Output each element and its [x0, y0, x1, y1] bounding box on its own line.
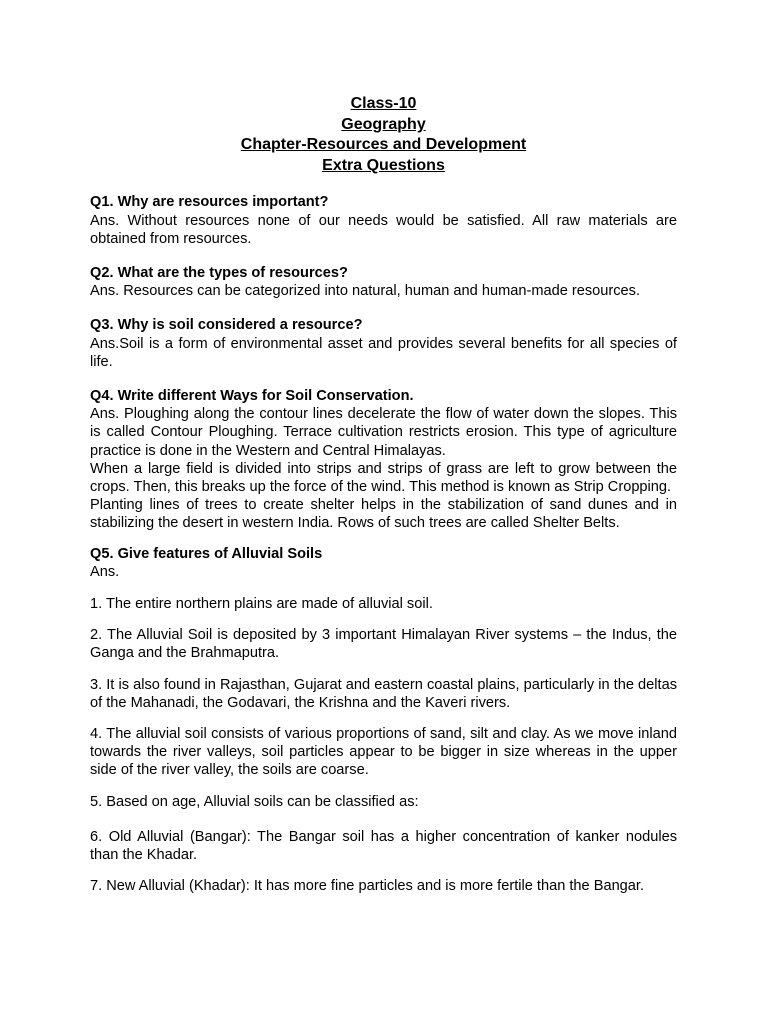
- question-block-1: [90, 193, 677, 248]
- question-text: Q4. Write different Ways for Soil Conservation.: [90, 388, 414, 404]
- question-block-3: [90, 316, 677, 371]
- type-heading: Extra Questions: [322, 156, 445, 174]
- document-page: [90, 94, 677, 908]
- subject-heading: Geography: [341, 115, 426, 133]
- answer-paragraph: When a large field is divided into strips and strips of grass are left to grow between the crops. Then, this breaks up the force of the wind. This method is known as Strip Cropping.: [90, 460, 677, 496]
- class-heading: Class-10: [350, 95, 417, 112]
- question-block-5: [90, 545, 677, 896]
- document-header: [90, 94, 677, 176]
- answer-text: Ans. Without resources none of our needs would be satisfied. All raw materials are obtained from resources.: [90, 212, 677, 247]
- list-item: 7. New Alluvial (Khadar): It has more fine particles and is more fertile than the Bangar.: [90, 878, 645, 895]
- list-item: 5. Based on age, Alluvial soils can be classified as:: [90, 793, 419, 810]
- question-text: Q1. Why are resources important?: [90, 194, 329, 211]
- question-text: Q3. Why is soil considered a resource?: [90, 317, 363, 334]
- answer-text: Ans.Soil is a form of environmental asset and provides several benefits for all species of life.: [90, 335, 677, 370]
- answer-label: Ans.: [90, 563, 120, 580]
- list-item: 2. The Alluvial Soil is deposited by 3 important Himalayan River systems – the Indus, the Ganga and the Brahmaputra.: [90, 627, 677, 662]
- question-text: Q2. What are the types of resources?: [90, 264, 348, 281]
- chapter-heading: Chapter-Resources and Development: [240, 136, 527, 154]
- answer-paragraph: Planting lines of trees to create shelter helps in the stabilization of sand dunes and in stabilizing the desert in western India. Rows of such trees are called Shelter Belts.: [90, 497, 677, 532]
- question-text: Q5. Give features of Alluvial Soils: [90, 545, 323, 562]
- question-block-2: [90, 264, 677, 300]
- answer-text: Ans. Resources can be categorized into natural, human and human-made resources.: [90, 283, 641, 300]
- list-item: 4. The alluvial soil consists of various proportions of sand, silt and clay. As we move inland towards the river valleys, soil particles appear to be bigger in size whereas in the upper side of the river valley, the soils are coarse.: [90, 726, 677, 779]
- question-block-4: [90, 387, 677, 533]
- answer-paragraph: Ans. Ploughing along the contour lines decelerate the flow of water down the slopes. This is called Contour Ploughing. Terrace cultivation restricts erosion. This type of agriculture practice is done in the Western and Central Himalayas.: [90, 406, 677, 459]
- list-item: 6. Old Alluvial (Bangar): The Bangar soil has a higher concentration of kanker nodules than the Khadar.: [90, 828, 677, 864]
- list-item: 3. It is also found in Rajasthan, Gujarat and eastern coastal plains, particularly in the deltas of the Mahanadi, the Godavari, the Krishna and the Kaveri rivers.: [90, 676, 677, 711]
- list-item: 1. The entire northern plains are made of alluvial soil.: [90, 596, 433, 613]
